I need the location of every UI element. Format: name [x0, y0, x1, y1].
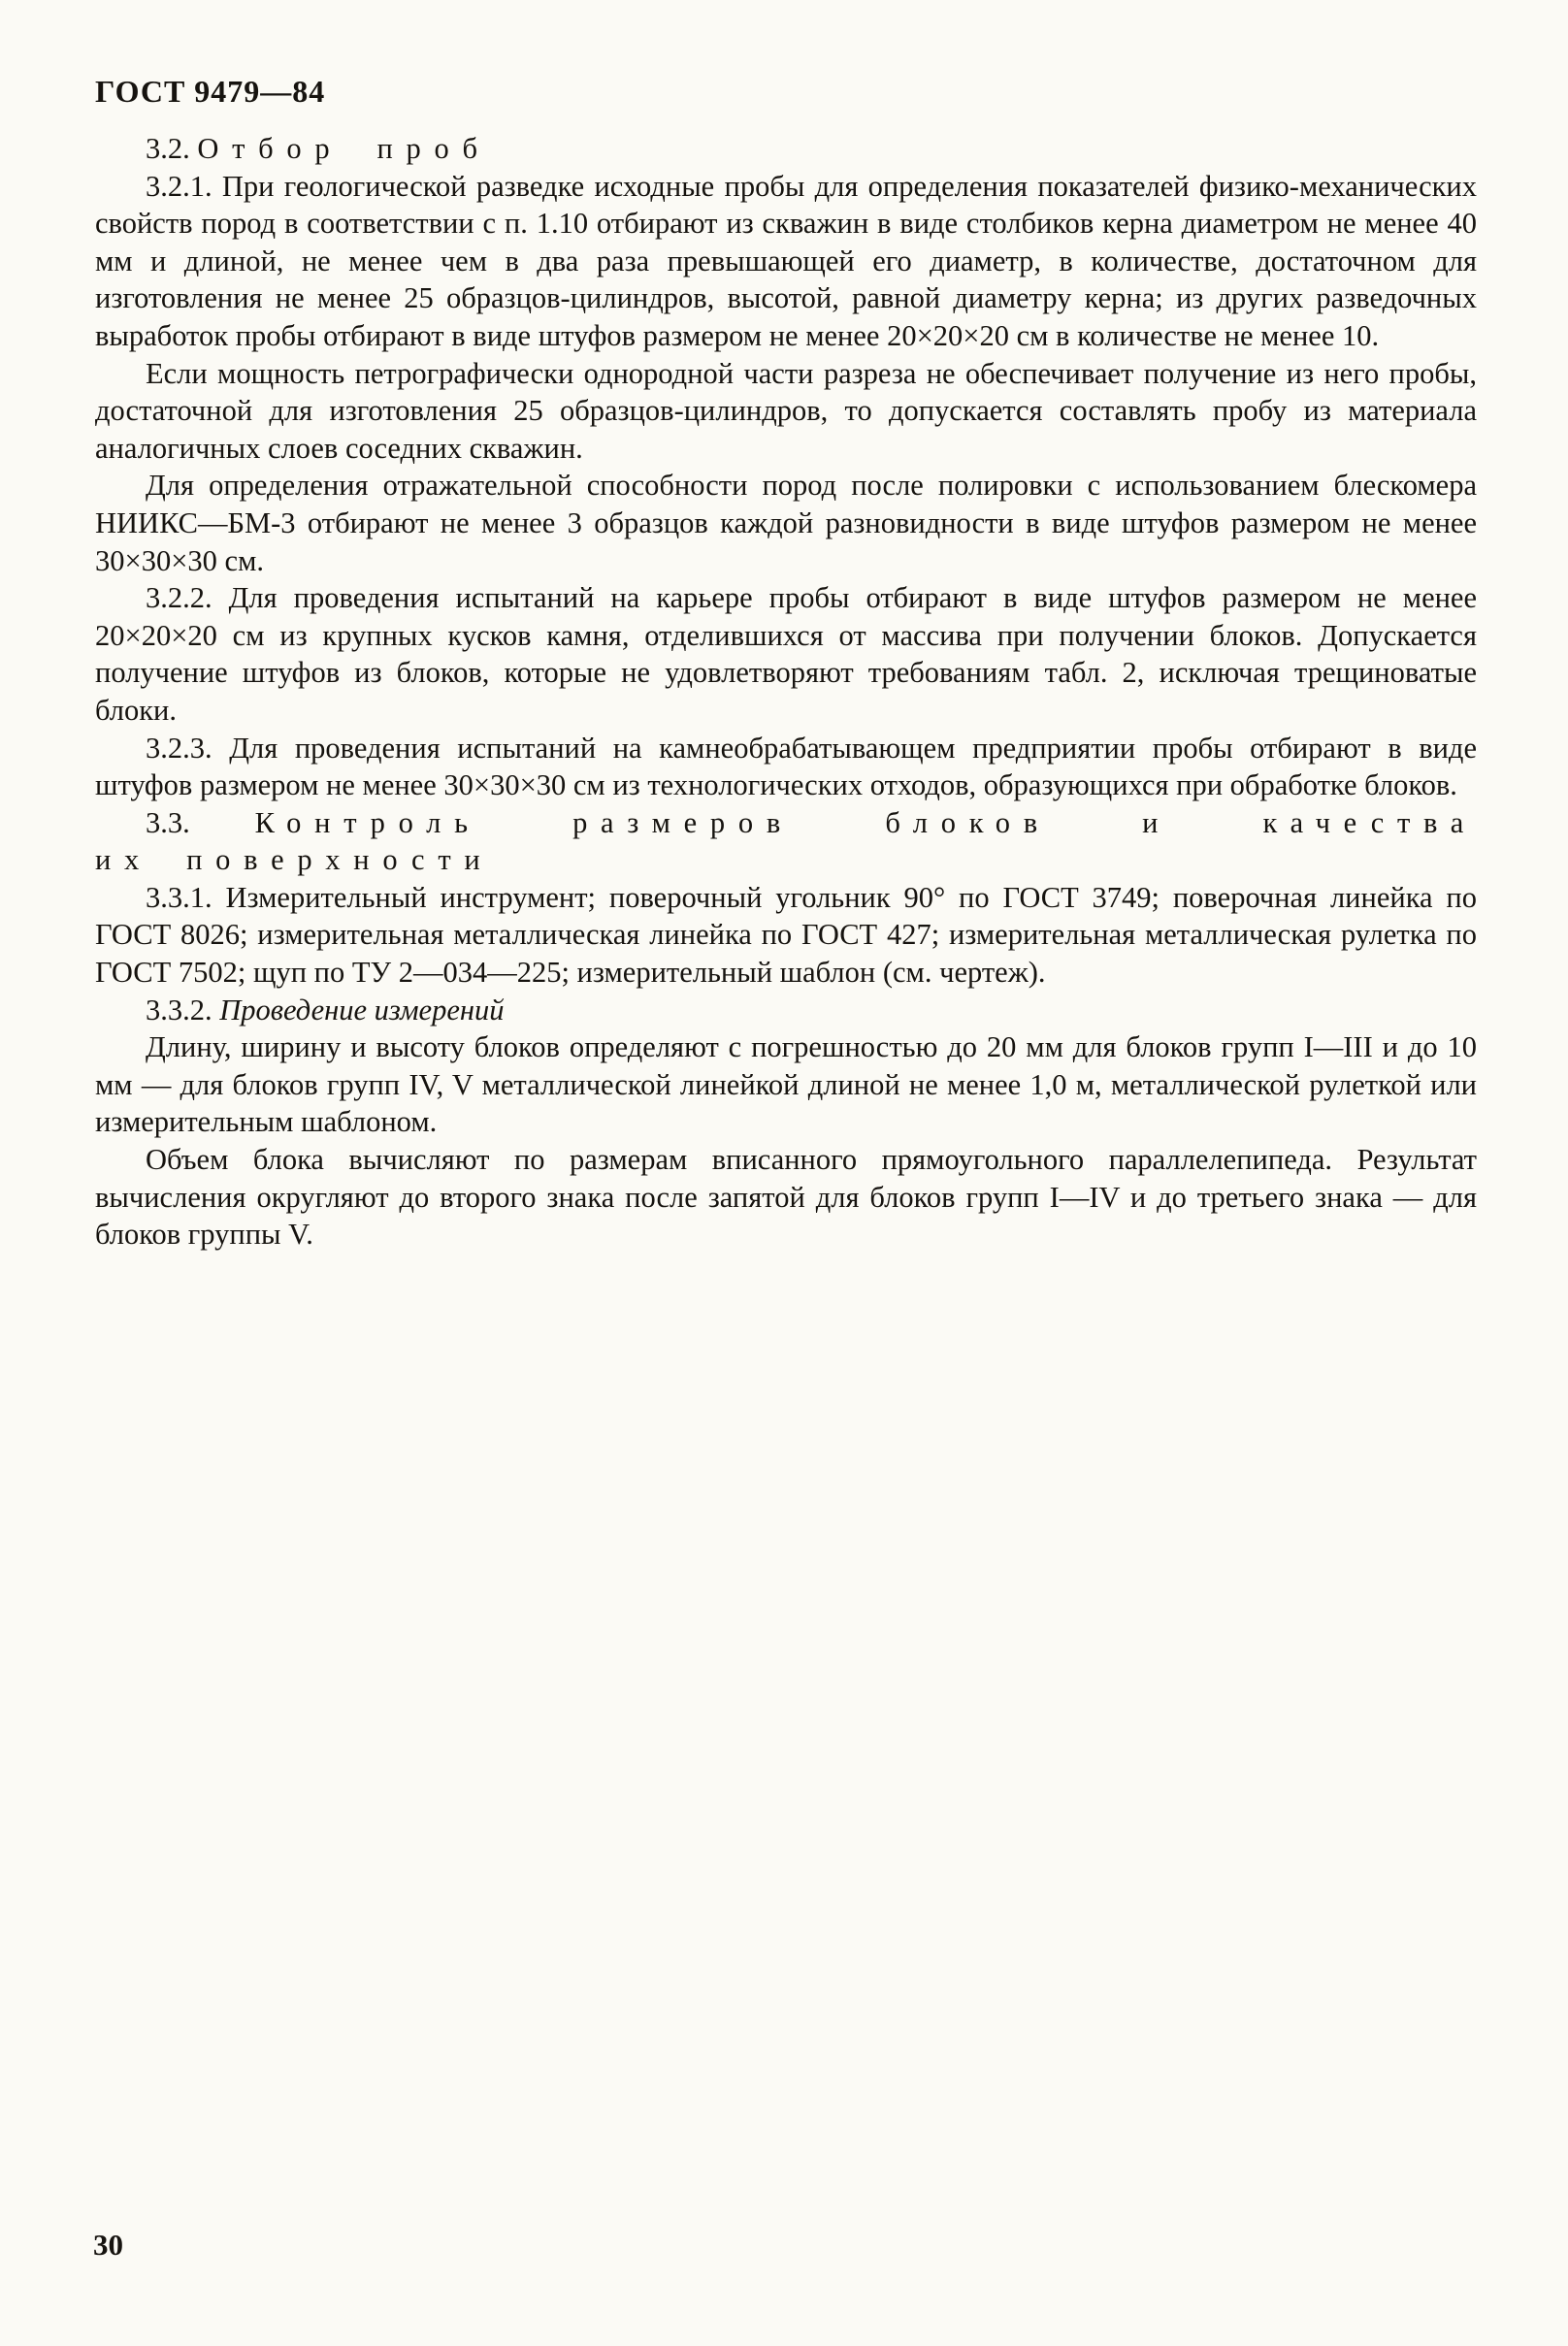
subsection-heading-3-3-2 — [95, 992, 1477, 1029]
paragraph-3-2-1: 3.2.1. При геологической разведке исходные пробы для определения показателей физико-механических свойств пород в соответствии с п. 1.10 отбирают из скважин в виде столбиков керна диаметром не менее 40 мм и длиной, не менее чем в два раза превышающей его диаметр, в количестве, достаточном для изготовления не менее 25 образцов-цилиндров, высотой, равной диаметру керна; из других разведочных выработок пробы отбирают в виде штуфов размером не менее 20×20×20 см в количестве не менее 10. — [95, 169, 1477, 352]
paragraph-3-2-3: 3.2.3. Для проведения испытаний на камнеобрабатывающем предприятии пробы отбирают в виде штуфов размером не менее 30×30×30 см из технологических отходов, образующихся при обработке блоков. — [95, 731, 1477, 802]
section-heading-3-2 — [95, 130, 1477, 168]
page-content — [95, 130, 1477, 1254]
page-number: 30 — [93, 2228, 123, 2262]
standard-number-header: ГОСТ 9479—84 — [95, 74, 326, 109]
section-number: 3.3. — [146, 805, 190, 839]
section-heading-3-3 — [95, 804, 1477, 879]
paragraph-dlya-opredeleniya: Для определения отражательной способности пород после полировки с использованием блескомера НИИКС—БМ-3 отбирают не менее 3 образцов каждой разновидности в виде штуфов размером не менее 30×30×30 см. — [95, 469, 1477, 577]
section-title: Отбор проб — [197, 132, 491, 165]
paragraph-dlinu: Длину, ширину и высоту блоков определяют с погрешностью до 20 мм для блоков групп I—III и до 10 мм — для блоков групп IV, V металлической линейкой длиной не менее 1,0 м, металлической рулеткой или измерительным шаблоном. — [95, 1030, 1477, 1139]
paragraph-3-2-2: 3.2.2. Для проведения испытаний на карьере пробы отбирают в виде штуфов размером не менее 20×20×20 см из крупных кусков камня, отделившихся от массива при получении блоков. Допускается получение штуфов из блоков, которые не удовлетворяют требованиям табл. 2, исключая трещиноватые блоки. — [95, 581, 1477, 727]
paragraph-esli: Если мощность петрографически однородной части разреза не обеспечивает получение из него пробы, достаточной для изготовления 25 образцов-цилиндров, то допускается составлять пробу из материала аналогичных слоев соседних скважин. — [95, 356, 1477, 465]
subsection-number: 3.3.2. — [146, 993, 212, 1026]
section-number: 3.2. — [146, 132, 190, 165]
subsection-title: Проведение измерений — [219, 993, 505, 1026]
paragraph-obem: Объем блока вычисляют по размерам вписанного прямоугольного параллелепипеда. Результат вычисления округляют до второго знака после запятой для блоков групп I—IV и до третьего знака — для блоков группы V. — [95, 1143, 1477, 1252]
paragraph-3-3-1: 3.3.1. Измерительный инструмент; поверочный угольник 90° по ГОСТ 3749; поверочная линейка по ГОСТ 8026; измерительная металлическая линейка по ГОСТ 427; измерительная металлическая рулетка по ГОСТ 7502; щуп по ТУ 2—034—225; измерительный шаблон (см. чертеж). — [95, 880, 1477, 990]
section-title: Контроль размеров блоков и качества их поверхности — [95, 805, 1478, 877]
